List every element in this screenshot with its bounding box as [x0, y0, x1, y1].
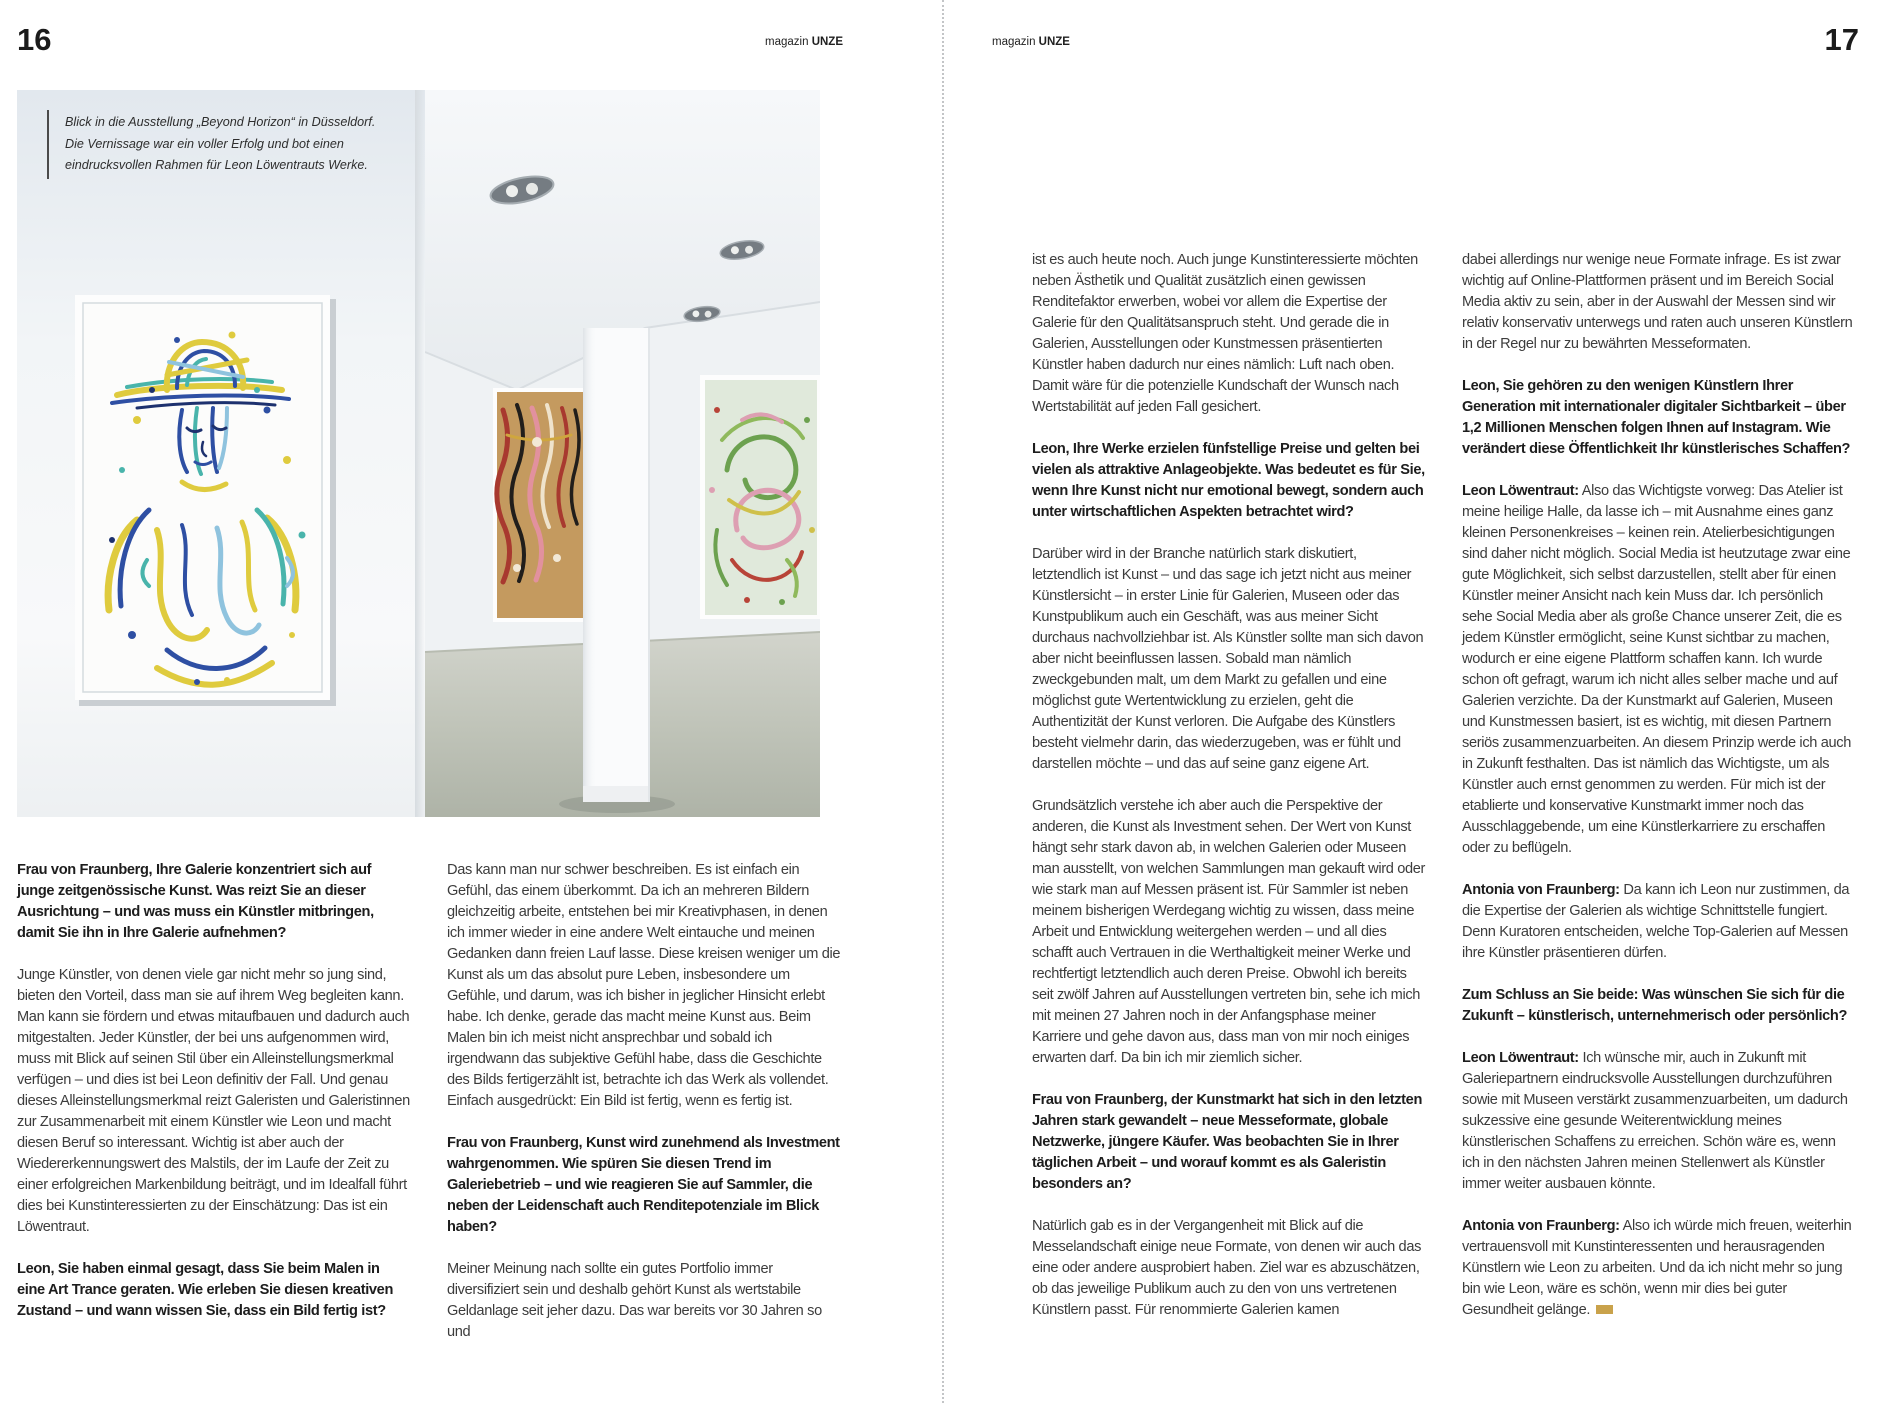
interview-answer	[1462, 880, 1856, 964]
interview-answer: Darüber wird in der Branche natürlich stark diskutiert, letztendlich ist Kunst – und das sage ich jetzt nicht aus meiner Künstlersicht – in erster Linie für Galerien, Museen oder das Kunstpublikum auch ein Geschäft, was aus meiner Sicht durchaus nachvollziehbar ist. Als Künstler sollte man sich davon aber nicht beeinflussen lassen. Sobald man nämlich zweckgebunden malt, um dem Markt zu gefallen und eine möglichst gute Wertentwicklung zu erzielen, geht die Authentizität der Kunst verloren. Die Aufgabe des Künstlers besteht vielmehr darin, das wiederzugeben, was er fühlt und darstellen möchte – und das auf seine ganz eigene Art.	[1032, 546, 1424, 772]
wall-corner-shade	[415, 90, 425, 817]
masthead-right	[992, 36, 1070, 48]
speaker-name: Antonia von Fraunberg:	[1462, 1218, 1620, 1234]
page-number-right: 17	[1824, 22, 1859, 57]
interview-answer: Natürlich gab es in der Vergangenheit mit Blick auf die Messelandschaft einige neue Formate, von denen wir auch das eine oder andere ausprobiert haben. Ziel war es abzuschätzen, ob das jeweilige Publikum auch zu den von uns vertretenen Künstlern passt. Für renommierte Galerien kamen	[1032, 1218, 1422, 1318]
interview-question: Frau von Fraunberg, der Kunstmarkt hat sich in den letzten Jahren stark gewandelt – neue Messeformate, globale Netzwerke, jüngere Käufer. Was beobachten Sie in Ihrer täglichen Arbeit – und worauf kommt es als Galeristin besonders an?	[1032, 1092, 1423, 1192]
masthead-word-regular: magazin	[992, 36, 1036, 48]
interview-question: Frau von Fraunberg, Kunst wird zunehmend als Investment wahrgenommen. Wie spüren Sie diesen Trend im Galeriebetrieb – und wie reagieren Sie auf Sammler, die neben der Leidenschaft auch Renditepotenziale im Blick haben?	[447, 1135, 840, 1235]
masthead-word-bold: UNZE	[1038, 36, 1070, 48]
page-number-left: 16	[17, 22, 52, 57]
speaker-name: Leon Löwentraut:	[1462, 1050, 1579, 1066]
end-of-article-marker	[1596, 1305, 1613, 1314]
interview-question: Zum Schluss an Sie beide: Was wünschen Sie sich für die Zukunft – künstlerisch, unternehmerisch oder persönlich?	[1462, 987, 1848, 1024]
center-fold-divider	[942, 0, 944, 1403]
gallery-photo-illustration	[17, 90, 820, 817]
interview-question: Frau von Fraunberg, Ihre Galerie konzentriert sich auf junge zeitgenössische Kunst. Was reizt Sie an dieser Ausrichtung – und was muss ein Künstler mitbringen, damit Sie ihn in Ihre Galerie aufnehmen?	[17, 862, 374, 941]
interview-column-4	[1462, 250, 1856, 1321]
interview-answer	[1462, 1048, 1856, 1195]
interview-answer: Das kann man nur schwer beschreiben. Es ist einfach ein Gefühl, das einem überkommt. Da ich an mehreren Bildern gleichzeitig arbeite, entstehen bei mir Kreativphasen, in denen ich immer wieder in eine andere Welt eintauche und meinen Gedanken dann freien Lauf lasse. Diese kreisen weniger um die Kunst als um das absolut pure Leben, insbesondere um Gefühle, und darum, was ich bisher in jeglicher Hinsicht erlebt habe. Ich denke, gerade das macht meine Kunst aus. Beim Malen bin ich meist nicht ansprechbar und sobald ich irgendwann das subjektive Gefühl habe, dass die Geschichte des Bilds fertigerzählt ist, betrachte ich das Werk als vollendet. Einfach ausgedrückt: Ein Bild ist fertig, wenn es fertig ist.	[447, 862, 841, 1109]
interview-question: Leon, Ihre Werke erzielen fünfstellige Preise und gelten bei vielen als attraktive Anlageobjekte. Was bedeutet es für Sie, wenn Ihre Kunst nicht nur emotional bewegt, sondern auch unter wirtschaftlichen Aspekten betrachtet wird?	[1032, 441, 1425, 520]
photo-caption-line: eindrucksvollen Rahmen für Leon Löwentrauts Werke.	[65, 158, 368, 172]
answer-text: Ich wünsche mir, auch in Zukunft mit Galeriepartnern eindrucksvolle Ausstellungen durchzuführen sowie mit Museen verstärkt zusammenzuarbeiten, um dadurch sukzessive eine gesunde Weiterentwicklung meines künstlerischen Schaffens zu erreichen. Schön wäre es, wenn ich in den nächsten Jahren meinen Stellenwert als Künstler immer weiter ausbauen könnte.	[1462, 1050, 1848, 1192]
interview-question: Leon, Sie gehören zu den wenigen Künstlern Ihrer Generation mit internationaler digitaler Sichtbarkeit – über 1,2 Millionen Menschen folgen Ihnen auf Instagram. Wie verändert diese Öffentlichkeit Ihr künstlerisches Schaffen?	[1462, 378, 1851, 457]
interview-answer: Meiner Meinung nach sollte ein gutes Portfolio immer diversifiziert sein und deshalb gehört Kunst als wertstabile Geldanlage seit jeher dazu. Das war bereits vor 30 Jahren so und	[447, 1261, 822, 1340]
interview-answer: ist es auch heute noch. Auch junge Kunstinteressierte möchten neben Ästhetik und Qualität zusätzlich einen gewissen Renditefaktor erwerben, wobei vor allem die Expertise der Galerie für den Qualitätsanspruch steht. Und gerade die in Galerien, Ausstellungen oder Kunstmessen präsentierten Künstler haben dadurch nur eines nämlich: Luft nach oben. Damit wäre für die potenzielle Kundschaft der Wunsch nach Wertstabilität auf jeden Fall gesichert.	[1032, 252, 1418, 415]
interview-column-2	[447, 860, 841, 1343]
interview-answer: Grundsätzlich verstehe ich aber auch die Perspektive der anderen, die Kunst als Investment sehen. Der Wert von Kunst hängt sehr stark davon ab, in welchen Galerien oder Museen man ausstellt, von welchen Sammlungen man gekauft wird oder wie stark man auf Messen präsent ist. Für Sammler ist neben meinem bisherigen Werdegang wichtig zu wissen, dass meine Arbeit und Entwicklung weitergehen werden – und all dies schafft auch Vertrauen in die Werthaltigkeit meiner Werke und rechtfertigt letztendlich auch deren Preise. Obwohl ich bereits seit zwölf Jahren auf Ausstellungen vertreten bin, sehe ich mich mit meinen 27 Jahren noch in der Anfangsphase meiner Karriere und gehe davon aus, dass man von mir noch einiges erwarten darf. Da bin ich mir ziemlich sicher.	[1032, 798, 1426, 1066]
interview-answer: Junge Künstler, von denen viele gar nicht mehr so jung sind, bieten den Vorteil, dass man sie auf ihrem Weg begleiten kann. Man kann sie fördern und etwas mitaufbauen und dadurch auch mitgestalten. Jeder Künstler, der bei uns aufgenommen wird, muss mit Blick auf seinen Stil über ein Alleinstellungsmerkmal verfügen – und dies ist bei Leon definitiv der Fall. Und genau dieses Alleinstellungsmerkmal reizt Galeristen und Galeristinnen zur Zusammenarbeit mit einem Künstler wie Leon und macht diesen Beruf so interessant. Wichtig ist aber auch der Wiedererkennungswert des Malstils, der im Laufe der Zeit zu einer erfolgreichen Markenbildung beiträgt, und im Idealfall führt dies bei Kunstinteressierten zu der Einschätzung: Das ist ein Löwentraut.	[17, 967, 410, 1235]
artwork-pink-abstract	[493, 388, 589, 622]
photo-caption	[47, 110, 375, 179]
photo-caption-line: Die Vernissage war ein voller Erfolg und bot einen	[65, 136, 344, 151]
interview-answer: dabei allerdings nur wenige neue Formate infrage. Es ist zwar wichtig auf Online-Plattformen präsent und im Bereich Social Media aktiv zu sein, aber in der Auswahl der Messen sind wir relativ konservativ unterwegs und raten auch unseren Künstlern in der Regel nur zu bewährten Messeformaten.	[1462, 252, 1853, 352]
speaker-name: Antonia von Fraunberg:	[1462, 882, 1620, 898]
artwork-leon-portrait	[75, 295, 336, 706]
masthead-word-regular: magazin	[765, 36, 809, 48]
interview-answer	[1462, 481, 1856, 859]
interview-answer	[1462, 1216, 1856, 1321]
gallery-photo	[17, 90, 820, 817]
speaker-name: Leon Löwentraut:	[1462, 483, 1579, 499]
photo-caption-line: Blick in die Ausstellung „Beyond Horizon“ in Düsseldorf.	[65, 115, 376, 129]
answer-text: Also das Wichtigste vorweg: Das Atelier ist meine heilige Halle, da lasse ich – mit Ausnahme eines ganz kleinen Personenkreises – keinen rein. Atelierbesichtigungen sind daher nicht möglich. Social Media ist heutzutage zwar eine gute Möglichkeit, sich selbst darzustellen, stellt aber für einen Künstler meiner Ansicht nach kein Muss dar. Ich persönlich sehe Social Media aber als große Chance unserer Zeit, die es jedem Künstler ermöglicht, seine Kunst sichtbar zu machen, wodurch er eine eigene Plattform schaffen kann. Ich wurde schon oft gefragt, warum ich nicht alles selber mache und auf Galerien verzichte. Da der Kunstmarkt auf Galerien, Museen und Kunstmessen basiert, ist es wichtig, mit diesen Partnern seriös zusammenzuarbeiten. An diesem Prinzip werde ich auch in Zukunft festhalten. Das ist nämlich das Wichtigste, um als Künstler auch ernst genommen zu werden. Für mich ist der etablierte und konservative Kunstmarkt immer noch das Ausschlaggebende, um eine Künstlerkarriere zu erschaffen oder zu beflügeln.	[1462, 483, 1851, 856]
interview-column-3	[1032, 250, 1426, 1321]
masthead-word-bold: UNZE	[811, 36, 843, 48]
interview-question: Leon, Sie haben einmal gesagt, dass Sie beim Malen in eine Art Trance geraten. Wie erleben Sie diesen kreativen Zustand – und wann wissen Sie, dass ein Bild fertig ist?	[17, 1261, 394, 1319]
answer-text: Also ich würde mich freuen, weiterhin vertrauensvoll mit Kunstinteressenten und herausragenden Künstlern wie Leon zu arbeiten. Und da ich nicht mehr so jung bin wie Leon, wäre es schön, wenn mir dies bei guter Gesundheit gelänge.	[1462, 1218, 1852, 1318]
interview-column-1	[17, 860, 411, 1322]
answer-text: Da kann ich Leon nur zustimmen, da die Expertise der Galerien als wichtige Schnittstelle fungiert. Denn Kuratoren entscheiden, welche Top-Galerien auf Messen ihre Künstler präsentieren dürfen.	[1462, 882, 1850, 961]
artwork-green-abstract	[700, 375, 820, 619]
masthead-left	[600, 36, 843, 48]
